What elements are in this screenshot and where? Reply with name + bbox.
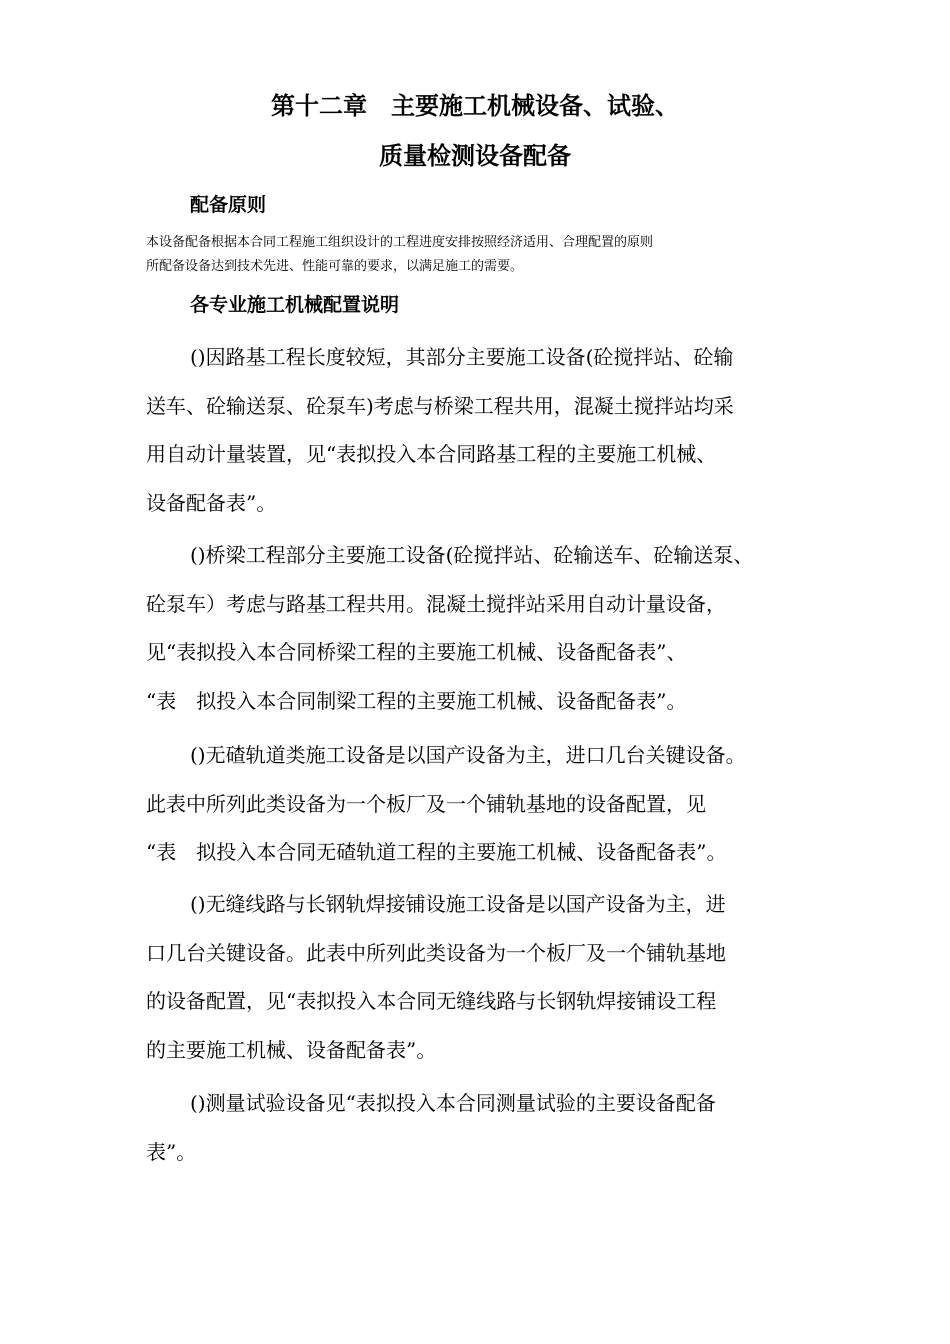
- principles-line: 所配备设备达到技术先进、性能可靠的要求，以满足施工的需要。: [146, 259, 524, 274]
- paragraph-line: ()测量试验设备见“表拟投入本合同测量试验的主要设备配备: [190, 1091, 716, 1115]
- paragraph-continuous-welded-rail: [146, 880, 826, 1074]
- paragraph-line: ()因路基工程长度较短，其部分主要施工设备(砼搅拌站、砼输: [190, 345, 734, 369]
- paragraph-subgrade: [146, 333, 826, 527]
- paragraph-line: 的主要施工机械、设备配备表”。: [146, 1037, 437, 1062]
- principles-line: 本设备配备根据本合同工程施工组织设计的工程进度安排按照经济适用、合理配置的原则: [146, 235, 654, 250]
- paragraph-line: 表”。: [146, 1139, 197, 1164]
- paragraph-line: 此表中所列此类设备为一个板厂及一个铺轨基地的设备配置，见: [146, 791, 706, 816]
- paragraph-line: 砼泵车）考虑与路基工程共用。混凝土搅拌站采用自动计量设备，: [146, 591, 726, 616]
- paragraph-survey-testing: [146, 1079, 826, 1176]
- paragraph-line: ()无缝线路与长钢轨焊接铺设施工设备是以国产设备为主，进: [190, 892, 726, 916]
- paragraph-line: 口几台关键设备。此表中所列此类设备为一个板厂及一个铺轨基地: [146, 940, 726, 965]
- paragraph-line: 设备配备表”。: [146, 490, 277, 515]
- paragraph-ballastless-track: [146, 731, 826, 877]
- paragraph-line: 见“表拟投入本合同桥梁工程的主要施工机械、设备配备表”、: [146, 640, 687, 664]
- chapter-title-line-2: 质量检测设备配备: [379, 142, 571, 170]
- paragraph-line: 用自动计量装置，见“表拟投入本合同路基工程的主要施工机械、: [146, 442, 717, 466]
- paragraph-line: ()无碴轨道类施工设备是以国产设备为主，进口几台关键设备。: [190, 743, 746, 767]
- section-heading-machinery: 各专业施工机械配置说明: [190, 294, 400, 316]
- paragraph-bridge: [146, 531, 826, 725]
- paragraph-line: 送车、砼输送泵、砼泵车)考虑与桥梁工程共用，混凝土搅拌站均采: [146, 393, 734, 418]
- paragraph-line: “表 拟投入本合同制梁工程的主要施工机械、设备配备表”。: [146, 688, 687, 713]
- paragraph-line: 的设备配置，见“表拟投入本合同无缝线路与长钢轨焊接铺设工程: [146, 989, 717, 1013]
- chapter-title-line-1: 第十二章 主要施工机械设备、试验、: [271, 92, 679, 120]
- paragraph-line: “表 拟投入本合同无碴轨道工程的主要施工机械、设备配备表”。: [146, 840, 727, 864]
- paragraph-line: ()桥梁工程部分主要施工设备(砼搅拌站、砼输送车、砼输送泵、: [190, 543, 754, 567]
- principles-paragraph: [146, 231, 816, 279]
- section-heading-principles: 配备原则: [190, 194, 267, 216]
